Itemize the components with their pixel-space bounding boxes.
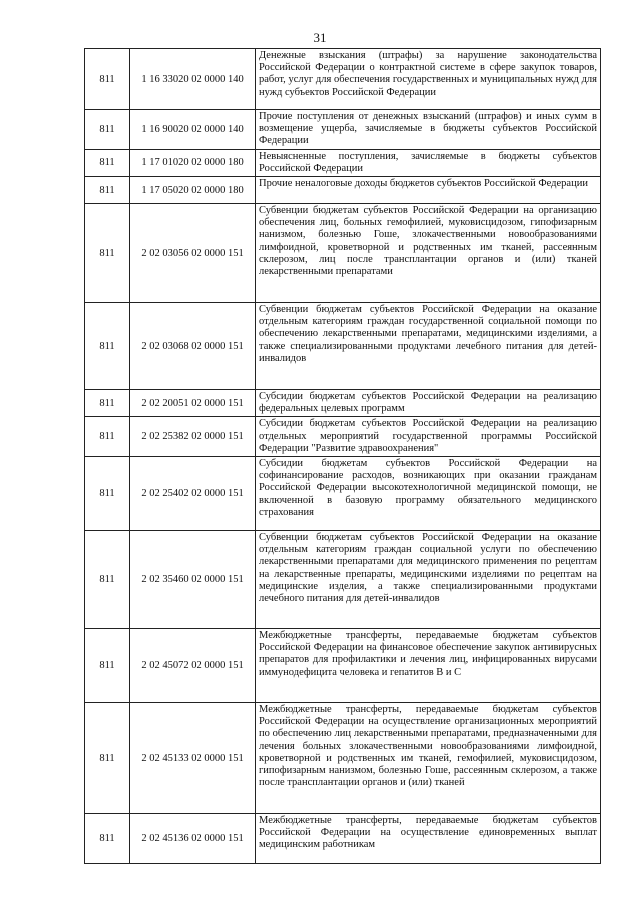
table-row [85, 531, 601, 629]
description-cell: Межбюджетные трансферты, передаваемые бюджетам субъектов Российской Федерации на финансовое обеспечение закупок антивирусных препаратов для профилактики и лечения лиц, инфицированных вирусами иммунодефицита человека и гепатитов B и C [256, 629, 601, 703]
admin-code-cell: 811 [85, 177, 130, 204]
description-cell: Субсидии бюджетам субъектов Российской Федерации на реализацию федеральных целевых программ [256, 390, 601, 417]
kbk-code-cell: 2 02 20051 02 0000 151 [130, 390, 256, 417]
table-row [85, 49, 601, 110]
description-cell: Прочие поступления от денежных взысканий (штрафов) и иных сумм в возмещение ущерба, зачисляемые в бюджеты субъектов Российской Федерации [256, 110, 601, 150]
description-cell: Межбюджетные трансферты, передаваемые бюджетам субъектов Российской Федерации на осуществление единовременных выплат медицинским работникам [256, 814, 601, 864]
table-row [85, 417, 601, 457]
table-row [85, 204, 601, 303]
admin-code-cell: 811 [85, 814, 130, 864]
table-row [85, 110, 601, 150]
table-row [85, 814, 601, 864]
description-cell: Субвенции бюджетам субъектов Российской Федерации на оказание отдельным категориям граждан социальной услуги по обеспечению лекарственными препаратами для медицинского применения по рецептам на лекарственные препараты, медицинскими изделиями по рецептам на медицинские изделия, а также специализированными продуктами лечебного питания для детей-инвалидов [256, 531, 601, 629]
kbk-code-cell: 2 02 45136 02 0000 151 [130, 814, 256, 864]
kbk-code-cell: 2 02 25402 02 0000 151 [130, 457, 256, 531]
kbk-code-cell: 2 02 03068 02 0000 151 [130, 303, 256, 390]
table-row [85, 629, 601, 703]
kbk-code-cell: 2 02 45072 02 0000 151 [130, 629, 256, 703]
kbk-code-cell: 1 17 05020 02 0000 180 [130, 177, 256, 204]
kbk-code-cell: 2 02 45133 02 0000 151 [130, 703, 256, 814]
table-row [85, 149, 601, 176]
admin-code-cell: 811 [85, 457, 130, 531]
admin-code-cell: 811 [85, 417, 130, 457]
description-cell: Невыясненные поступления, зачисляемые в бюджеты субъектов Российской Федерации [256, 149, 601, 176]
kbk-code-cell: 1 16 90020 02 0000 140 [130, 110, 256, 150]
kbk-code-cell: 2 02 25382 02 0000 151 [130, 417, 256, 457]
table-row [85, 703, 601, 814]
kbk-code-cell: 2 02 03056 02 0000 151 [130, 204, 256, 303]
description-cell: Субвенции бюджетам субъектов Российской Федерации на организацию обеспечения лиц, больных гемофилией, муковисцидозом, гипофизарным нанизмом, болезнью Гоше, злокачественными новообразованиями лимфоидной, кроветворной и родственных им тканей, рассеянным склерозом, лиц после трансплантации органов и (или) тканей лекарственными препаратами [256, 204, 601, 303]
admin-code-cell: 811 [85, 49, 130, 110]
description-cell: Межбюджетные трансферты, передаваемые бюджетам субъектов Российской Федерации на осуществление организационных мероприятий по обеспечению лиц лекарственными препаратами, предназначенными для лечения больных злокачественными новообразованиями лимфоидной, кроветворной и родственных им тканей, гемофилией, муковисцидозом, гипофизарным нанизмом, болезнью Гоше, рассеянным склерозом, а также после трансплантации органов и (или) тканей [256, 703, 601, 814]
description-cell: Прочие неналоговые доходы бюджетов субъектов Российской Федерации [256, 177, 601, 204]
admin-code-cell: 811 [85, 629, 130, 703]
table-row [85, 177, 601, 204]
kbk-code-cell: 1 16 33020 02 0000 140 [130, 49, 256, 110]
admin-code-cell: 811 [85, 531, 130, 629]
budget-classification-table [84, 48, 601, 864]
table-row [85, 390, 601, 417]
description-cell: Денежные взыскания (штрафы) за нарушение законодательства Российской Федерации о контрактной системе в сфере закупок товаров, работ, услуг для обеспечения государственных и муниципальных нужд для нужд субъектов Российской Федерации [256, 49, 601, 110]
description-cell: Субсидии бюджетам субъектов Российской Федерации на реализацию отдельных мероприятий государственной программы Российской Федерации "Развитие здравоохранения" [256, 417, 601, 457]
admin-code-cell: 811 [85, 204, 130, 303]
admin-code-cell: 811 [85, 110, 130, 150]
description-cell: Субвенции бюджетам субъектов Российской Федерации на оказание отдельным категориям граждан государственной социальной помощи по обеспечению лекарственными препаратами, медицинскими изделиями, а также специализированными продуктами лечебного питания для детей-инвалидов [256, 303, 601, 390]
admin-code-cell: 811 [85, 703, 130, 814]
description-cell: Субсидии бюджетам субъектов Российской Федерации на софинансирование расходов, возникающих при оказании гражданам Российской Федерации высокотехнологичной медицинской помощи, не включенной в базовую программу обязательного медицинского страхования [256, 457, 601, 531]
table-row [85, 303, 601, 390]
admin-code-cell: 811 [85, 149, 130, 176]
admin-code-cell: 811 [85, 303, 130, 390]
admin-code-cell: 811 [85, 390, 130, 417]
kbk-code-cell: 2 02 35460 02 0000 151 [130, 531, 256, 629]
page-number: 31 [313, 30, 327, 45]
kbk-code-cell: 1 17 01020 02 0000 180 [130, 149, 256, 176]
table-row [85, 457, 601, 531]
